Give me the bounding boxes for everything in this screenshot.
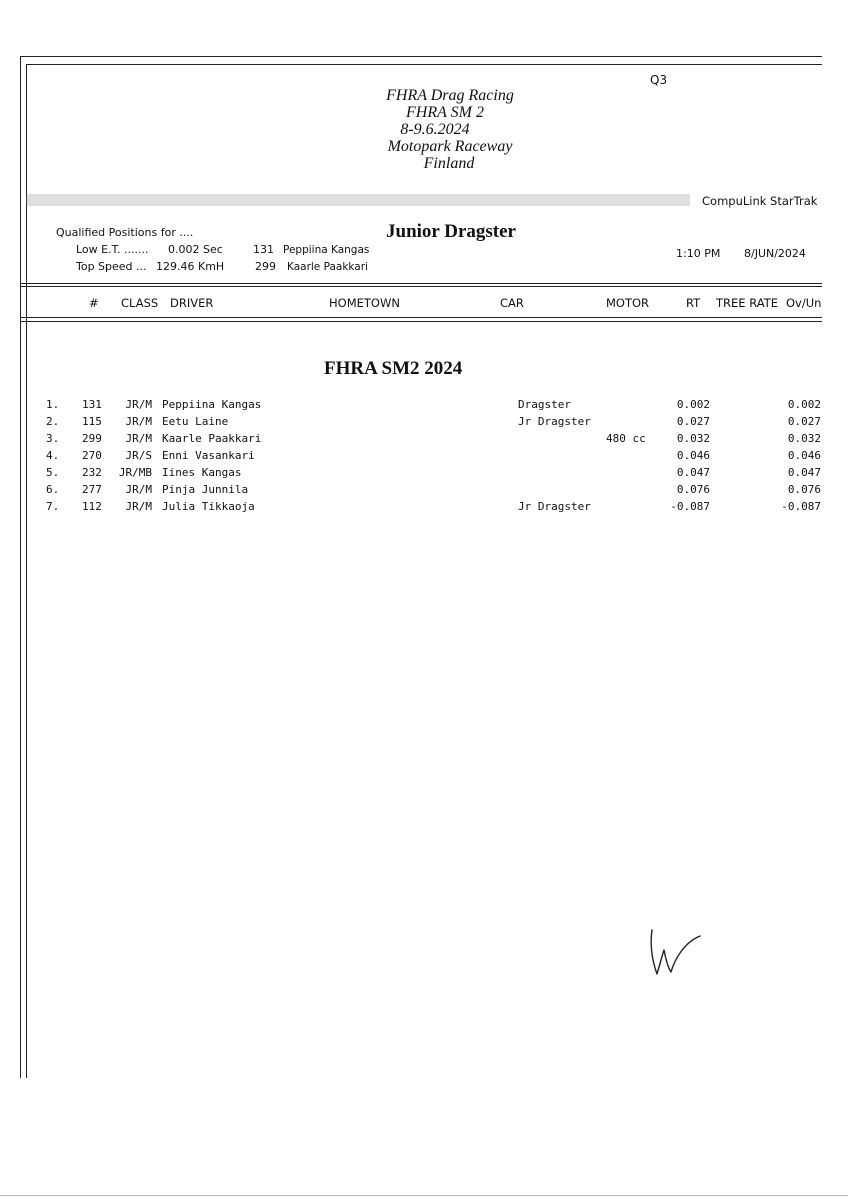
col-rt: RT — [686, 296, 701, 310]
rt: 0.002 — [676, 398, 710, 411]
rt: 0.076 — [676, 483, 710, 496]
top-speed-car: 299 — [255, 260, 276, 273]
left-border — [20, 56, 21, 1078]
car-number: 232 — [82, 466, 102, 479]
car: Jr Dragster — [518, 415, 591, 428]
left-border-inner — [26, 64, 27, 1078]
col-ov-un: Ov/Un — [786, 296, 822, 310]
table-row — [0, 449, 848, 466]
rt: 0.032 — [676, 432, 710, 445]
event-heading: FHRA SM2 2024 — [324, 358, 463, 379]
car-number: 277 — [82, 483, 102, 496]
ov-un: -0.087 — [781, 500, 821, 513]
low-et-driver: Peppiina Kangas — [283, 244, 370, 256]
table-row — [0, 398, 848, 415]
rt: 0.027 — [676, 415, 710, 428]
rt: 0.047 — [676, 466, 710, 479]
ov-un: 0.002 — [787, 398, 821, 411]
top-border-inner — [26, 64, 822, 65]
rt: -0.087 — [670, 500, 710, 513]
low-et-value: 0.002 Sec — [168, 243, 223, 256]
rt: 0.046 — [676, 449, 710, 462]
class: JR/MB — [118, 466, 152, 479]
col-hometown: HOMETOWN — [329, 296, 400, 310]
ov-un: 0.047 — [787, 466, 821, 479]
col-num: # — [89, 296, 99, 310]
signature — [640, 920, 710, 990]
system-name: CompuLink StarTrak — [702, 194, 818, 208]
table-row — [0, 432, 848, 449]
qualified-label: Qualified Positions for .... — [56, 226, 194, 239]
signature-stroke — [651, 930, 700, 974]
bottom-rule — [0, 1195, 848, 1196]
low-et-label: Low E.T. ....... — [76, 243, 149, 256]
top-speed-value: 129.46 KmH — [156, 260, 225, 273]
position: 6. — [46, 483, 60, 496]
col-motor: MOTOR — [606, 296, 650, 310]
driver: Julia Tikkaoja — [162, 500, 255, 513]
report-date: 8/JUN/2024 — [744, 247, 806, 260]
car-number: 270 — [82, 449, 102, 462]
driver: Peppiina Kangas — [162, 398, 262, 411]
car-number: 131 — [82, 398, 102, 411]
col-driver: DRIVER — [170, 296, 214, 310]
ov-un: 0.076 — [787, 483, 821, 496]
position: 2. — [46, 415, 60, 428]
class-title: Junior Dragster — [386, 221, 516, 242]
top-speed-label: Top Speed ... — [76, 260, 147, 273]
car-number: 112 — [82, 500, 102, 513]
table-row — [0, 500, 848, 517]
top-border — [20, 56, 822, 57]
car-number: 299 — [82, 432, 102, 445]
report-code: Q3 — [650, 73, 668, 87]
report-title — [300, 87, 600, 172]
table-row — [0, 415, 848, 432]
title-line: Finland — [423, 155, 475, 172]
driver: Pinja Junnila — [162, 483, 249, 496]
position: 5. — [46, 466, 60, 479]
col-tree-rate: TREE RATE — [716, 296, 778, 310]
low-et-car: 131 — [253, 243, 274, 256]
col-car: CAR — [500, 296, 524, 310]
title-line: Motopark Raceway — [387, 138, 513, 155]
driver: Iines Kangas — [162, 466, 242, 479]
ov-un: 0.027 — [787, 415, 821, 428]
class: JR/M — [125, 398, 152, 411]
header-rule-bottom — [20, 317, 822, 318]
position: 7. — [46, 500, 60, 513]
table-row — [0, 466, 848, 483]
title-line: FHRA SM 2 — [406, 104, 484, 121]
header-rule-top-2 — [20, 286, 822, 287]
driver: Eetu Laine — [162, 415, 229, 428]
position: 3. — [46, 432, 60, 445]
col-class: CLASS — [121, 296, 159, 310]
driver: Enni Vasankari — [162, 449, 255, 462]
position: 4. — [46, 449, 60, 462]
motor: 480 cc — [606, 432, 646, 445]
header-rule-bottom-2 — [20, 321, 822, 322]
ov-un: 0.046 — [787, 449, 821, 462]
driver: Kaarle Paakkari — [162, 432, 262, 445]
class: JR/M — [125, 483, 152, 496]
car-number: 115 — [82, 415, 102, 428]
ov-un: 0.032 — [787, 432, 821, 445]
class: JR/M — [125, 432, 152, 445]
title-line: 8-9.6.2024 — [400, 121, 470, 138]
dotted-separator — [26, 194, 690, 206]
car: Dragster — [518, 398, 571, 411]
class: JR/M — [125, 500, 152, 513]
class: JR/M — [125, 415, 152, 428]
class: JR/S — [125, 449, 152, 462]
header-rule-top — [20, 283, 822, 284]
car: Jr Dragster — [518, 500, 591, 513]
title-line: FHRA Drag Racing — [386, 87, 514, 104]
position: 1. — [46, 398, 60, 411]
table-row — [0, 483, 848, 500]
report-time: 1:10 PM — [676, 247, 721, 260]
top-speed-driver: Kaarle Paakkari — [287, 261, 368, 273]
